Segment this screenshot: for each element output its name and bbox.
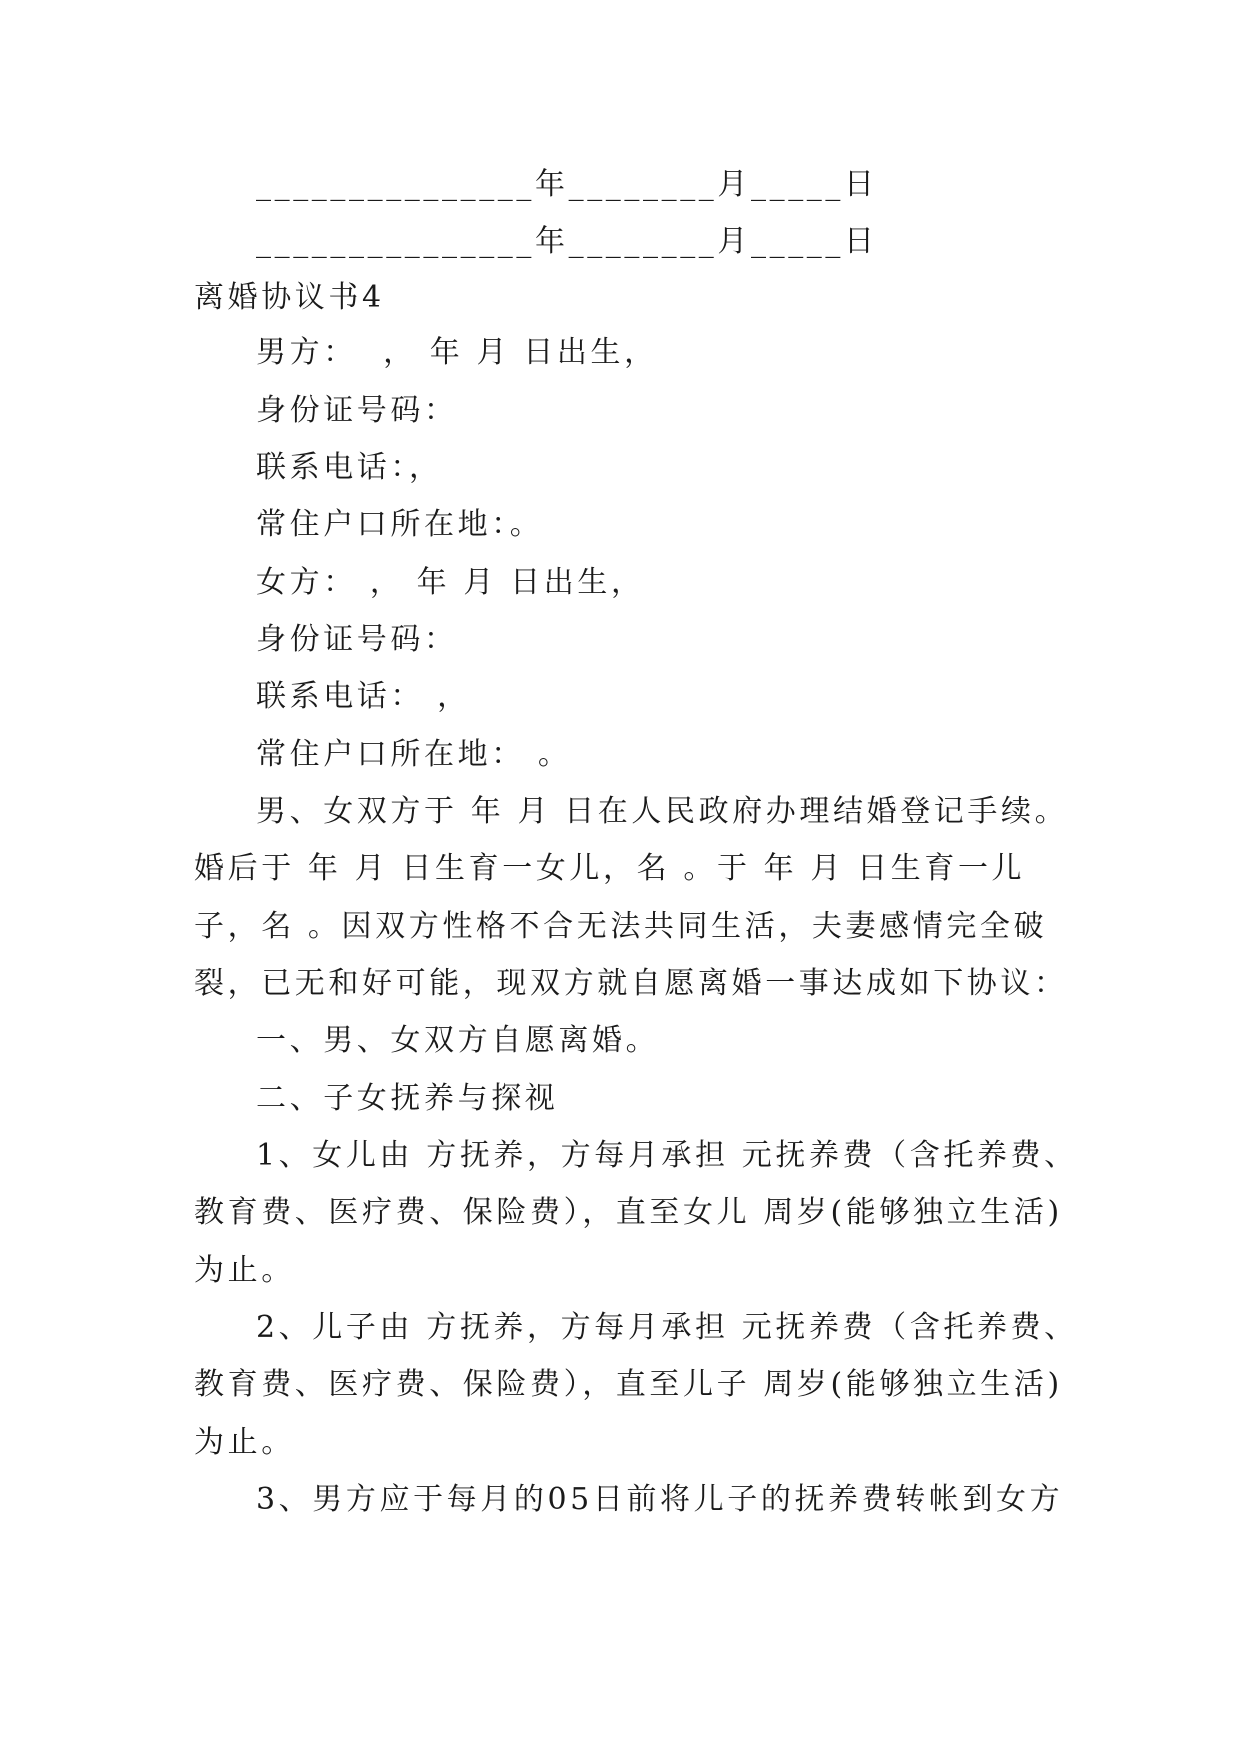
clause-one: 一、男、女双方自愿离婚。: [256, 1023, 660, 1058]
paragraph-line: 男、女双方于 年 月 日在人民政府办理结婚登记手续。: [256, 794, 1069, 829]
female-phone-line: 联系电话： ，: [256, 679, 471, 714]
paragraph-line: 教育费、医疗费、保险费），直至女儿 周岁(能够独立生活): [194, 1195, 1063, 1230]
paragraph-line: 为止。: [194, 1425, 295, 1460]
male-phone-line: 联系电话：，: [256, 450, 443, 485]
paragraph-line: 教育费、医疗费、保险费），直至儿子 周岁(能够独立生活): [194, 1367, 1063, 1402]
paragraph-line: 为止。: [194, 1253, 295, 1288]
paragraph-line: 2、儿子由 方抚养，方每月承担 元抚养费（含托养费、: [256, 1310, 1078, 1345]
document-heading: 离婚协议书4: [194, 280, 385, 315]
paragraph-line: 子，名 。因双方性格不合无法共同生活，夫妻感情完全破: [194, 909, 1048, 944]
male-residence-line: 常住户口所在地：。: [256, 507, 544, 542]
paragraph-line: 3、男方应于每月的05日前将儿子的抚养费转帐到女方: [256, 1482, 1064, 1517]
male-party-line: 男方： ， 年 月 日出生，: [256, 335, 658, 370]
paragraph-line: 1、女儿由 方抚养，方每月承担 元抚养费（含托养费、: [256, 1138, 1078, 1173]
date-line-1: _______________年________月_____日: [256, 167, 878, 202]
female-party-line: 女方： ， 年 月 日出生，: [256, 565, 645, 600]
female-id-line: 身份证号码：: [256, 622, 458, 657]
paragraph-line: 裂，已无和好可能，现双方就自愿离婚一事达成如下协议：: [194, 966, 1068, 1001]
clause-two-heading: 二、子女抚养与探视: [256, 1081, 559, 1116]
female-residence-line: 常住户口所在地： 。: [256, 737, 572, 772]
paragraph-line: 婚后于 年 月 日生育一女儿，名 。于 年 月 日生育一儿: [194, 851, 1026, 886]
date-line-2: _______________年________月_____日: [256, 224, 878, 259]
male-id-line: 身份证号码：: [256, 393, 458, 428]
